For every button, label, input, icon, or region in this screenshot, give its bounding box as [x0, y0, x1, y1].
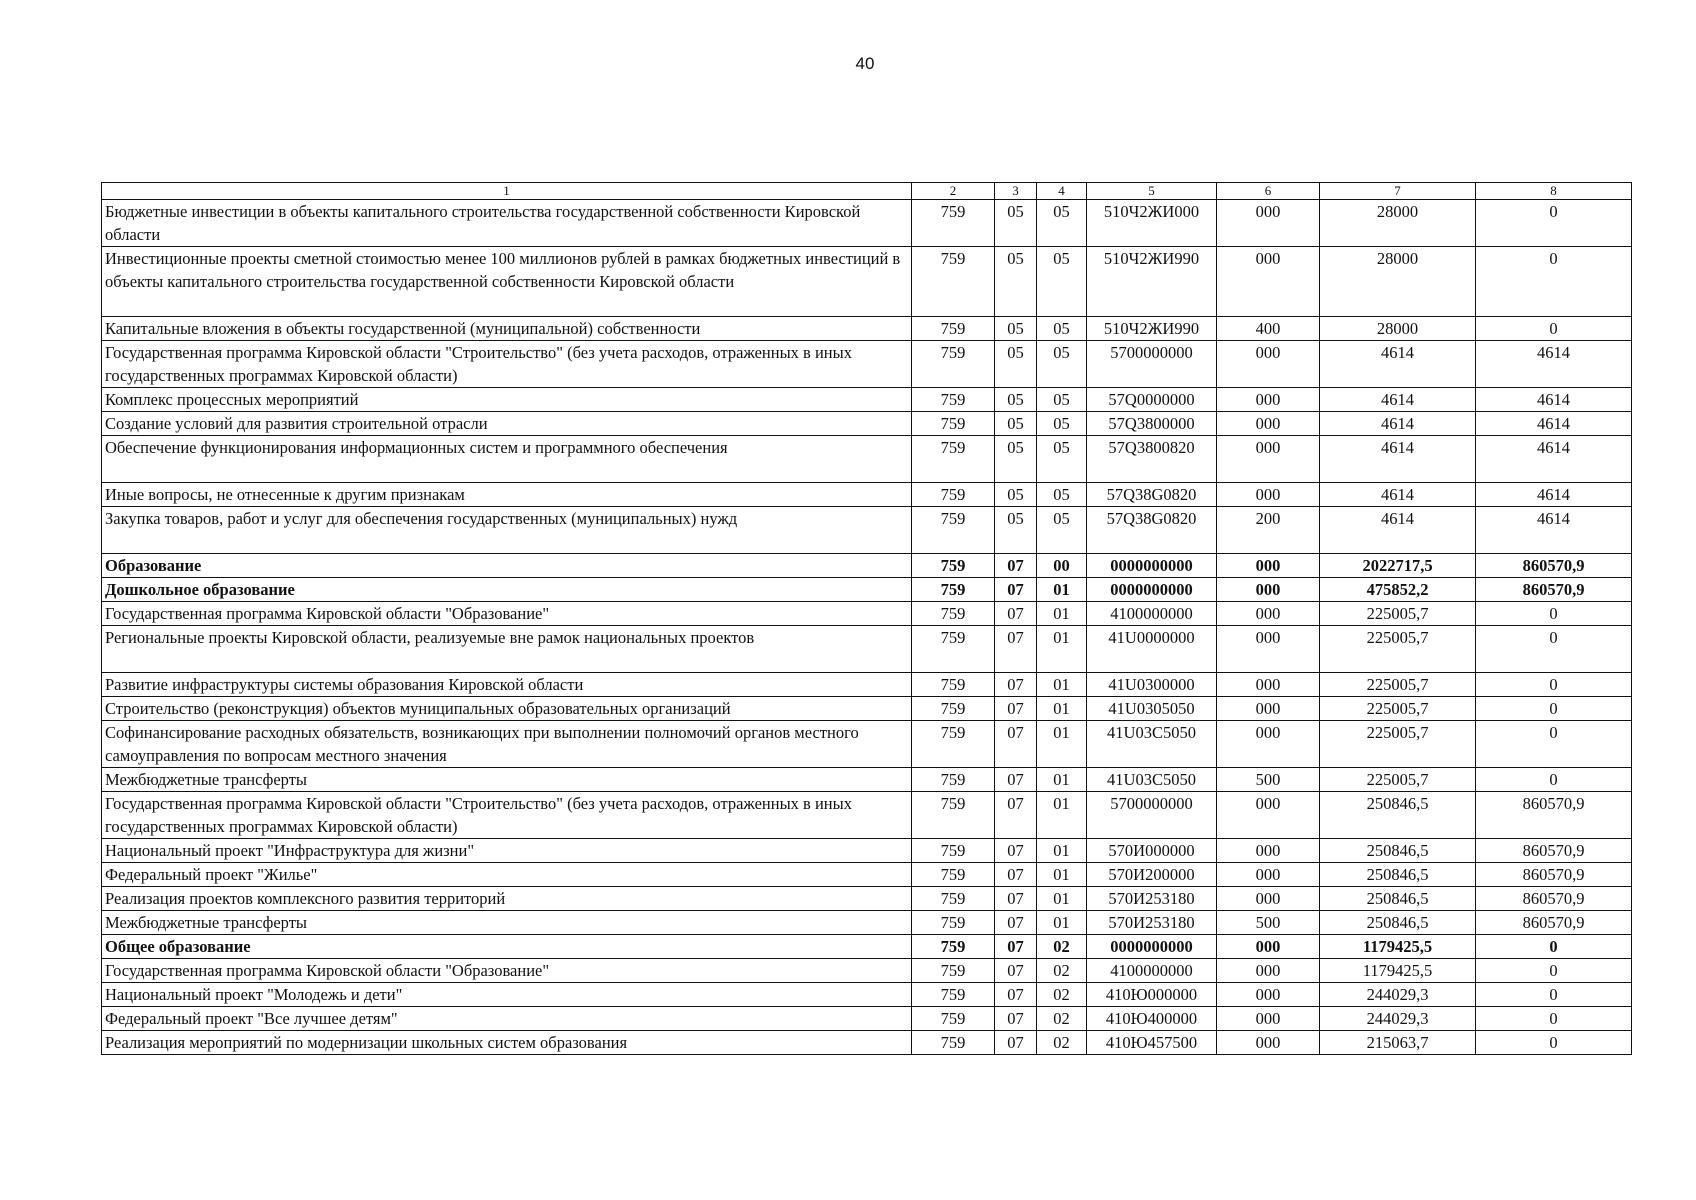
- table-row: [102, 935, 1632, 959]
- row-name-cell: Образование: [102, 554, 912, 578]
- amount-year2-cell: 860570,9: [1476, 911, 1632, 935]
- target-article-cell: 5700000000: [1087, 341, 1217, 388]
- subsection-cell: 01: [1037, 721, 1087, 768]
- target-article-cell: 570И253180: [1087, 911, 1217, 935]
- table-header-row: [102, 183, 1632, 200]
- amount-year1-cell: 4614: [1320, 412, 1476, 436]
- code-admin-cell: 759: [912, 768, 995, 792]
- table-row: [102, 863, 1632, 887]
- amount-year2-cell: 860570,9: [1476, 839, 1632, 863]
- subsection-cell: 01: [1037, 602, 1087, 626]
- row-name-cell: Национальный проект "Инфраструктура для жизни": [102, 839, 912, 863]
- subsection-cell: 01: [1037, 697, 1087, 721]
- target-article-cell: 57Q38G0820: [1087, 507, 1217, 554]
- row-name-cell: Дошкольное образование: [102, 578, 912, 602]
- amount-year1-cell: 250846,5: [1320, 863, 1476, 887]
- section-cell: 07: [995, 1007, 1037, 1031]
- table-row: [102, 388, 1632, 412]
- amount-year2-cell: 0: [1476, 602, 1632, 626]
- section-cell: 07: [995, 911, 1037, 935]
- row-name-cell: Развитие инфраструктуры системы образования Кировской области: [102, 673, 912, 697]
- table-row: [102, 673, 1632, 697]
- subsection-cell: 01: [1037, 887, 1087, 911]
- amount-year2-cell: 860570,9: [1476, 792, 1632, 839]
- amount-year2-cell: 0: [1476, 983, 1632, 1007]
- amount-year1-cell: 225005,7: [1320, 602, 1476, 626]
- section-cell: 07: [995, 935, 1037, 959]
- amount-year1-cell: 4614: [1320, 483, 1476, 507]
- subsection-cell: 01: [1037, 578, 1087, 602]
- header-cell: 5: [1087, 183, 1217, 200]
- subsection-cell: 01: [1037, 911, 1087, 935]
- amount-year2-cell: 0: [1476, 721, 1632, 768]
- expense-type-cell: 000: [1217, 983, 1320, 1007]
- amount-year2-cell: 0: [1476, 697, 1632, 721]
- amount-year1-cell: 250846,5: [1320, 887, 1476, 911]
- table-row: [102, 554, 1632, 578]
- amount-year1-cell: 2022717,5: [1320, 554, 1476, 578]
- row-name-cell: Государственная программа Кировской области "Строительство" (без учета расходов, отраженных в иных государственных программах Кировской области): [102, 792, 912, 839]
- section-cell: 07: [995, 673, 1037, 697]
- code-admin-cell: 759: [912, 839, 995, 863]
- amount-year1-cell: 4614: [1320, 341, 1476, 388]
- amount-year1-cell: 4614: [1320, 436, 1476, 483]
- target-article-cell: 510Ч2ЖИ990: [1087, 247, 1217, 317]
- table-row: [102, 626, 1632, 673]
- subsection-cell: 01: [1037, 626, 1087, 673]
- amount-year1-cell: 4614: [1320, 388, 1476, 412]
- expense-type-cell: 000: [1217, 721, 1320, 768]
- amount-year2-cell: 860570,9: [1476, 863, 1632, 887]
- header-cell: 1: [102, 183, 912, 200]
- page-number: 40: [855, 54, 875, 73]
- expense-type-cell: 000: [1217, 200, 1320, 247]
- header-cell: 7: [1320, 183, 1476, 200]
- row-name-cell: Федеральный проект "Все лучшее детям": [102, 1007, 912, 1031]
- target-article-cell: 41U0300000: [1087, 673, 1217, 697]
- section-cell: 07: [995, 1031, 1037, 1055]
- amount-year1-cell: 250846,5: [1320, 911, 1476, 935]
- subsection-cell: 05: [1037, 436, 1087, 483]
- subsection-cell: 05: [1037, 247, 1087, 317]
- section-cell: 05: [995, 507, 1037, 554]
- amount-year1-cell: 250846,5: [1320, 792, 1476, 839]
- expense-type-cell: 000: [1217, 935, 1320, 959]
- amount-year2-cell: 0: [1476, 247, 1632, 317]
- amount-year1-cell: 225005,7: [1320, 721, 1476, 768]
- table-row: [102, 507, 1632, 554]
- section-cell: 05: [995, 483, 1037, 507]
- table-row: [102, 839, 1632, 863]
- expense-type-cell: 000: [1217, 839, 1320, 863]
- amount-year1-cell: 244029,3: [1320, 983, 1476, 1007]
- subsection-cell: 01: [1037, 768, 1087, 792]
- subsection-cell: 01: [1037, 792, 1087, 839]
- target-article-cell: 410Ю000000: [1087, 983, 1217, 1007]
- target-article-cell: 57Q3800000: [1087, 412, 1217, 436]
- amount-year1-cell: 225005,7: [1320, 697, 1476, 721]
- target-article-cell: 510Ч2ЖИ000: [1087, 200, 1217, 247]
- table-row: [102, 911, 1632, 935]
- row-name-cell: Софинансирование расходных обязательств, возникающих при выполнении полномочий органов местного самоуправления по вопросам местного значения: [102, 721, 912, 768]
- amount-year1-cell: 28000: [1320, 247, 1476, 317]
- table-row: [102, 768, 1632, 792]
- expense-type-cell: 500: [1217, 911, 1320, 935]
- section-cell: 07: [995, 697, 1037, 721]
- target-article-cell: 41U03C5050: [1087, 768, 1217, 792]
- row-name-cell: Национальный проект "Молодежь и дети": [102, 983, 912, 1007]
- section-cell: 07: [995, 792, 1037, 839]
- subsection-cell: 05: [1037, 200, 1087, 247]
- row-name-cell: Государственная программа Кировской области "Образование": [102, 602, 912, 626]
- row-name-cell: Закупка товаров, работ и услуг для обеспечения государственных (муниципальных) нужд: [102, 507, 912, 554]
- amount-year2-cell: 0: [1476, 317, 1632, 341]
- table-row: [102, 317, 1632, 341]
- subsection-cell: 02: [1037, 1007, 1087, 1031]
- target-article-cell: 0000000000: [1087, 554, 1217, 578]
- expense-type-cell: 000: [1217, 1031, 1320, 1055]
- code-admin-cell: 759: [912, 721, 995, 768]
- amount-year1-cell: 1179425,5: [1320, 935, 1476, 959]
- expense-type-cell: 000: [1217, 673, 1320, 697]
- section-cell: 07: [995, 626, 1037, 673]
- row-name-cell: Обеспечение функционирования информационных систем и программного обеспечения: [102, 436, 912, 483]
- table-row: [102, 697, 1632, 721]
- code-admin-cell: 759: [912, 626, 995, 673]
- expense-type-cell: 000: [1217, 887, 1320, 911]
- section-cell: 05: [995, 436, 1037, 483]
- table-body: [102, 183, 1632, 1055]
- target-article-cell: 57Q38G0820: [1087, 483, 1217, 507]
- section-cell: 07: [995, 983, 1037, 1007]
- header-cell: 2: [912, 183, 995, 200]
- code-admin-cell: 759: [912, 983, 995, 1007]
- target-article-cell: 570И000000: [1087, 839, 1217, 863]
- header-cell: 3: [995, 183, 1037, 200]
- expense-type-cell: 000: [1217, 247, 1320, 317]
- code-admin-cell: 759: [912, 341, 995, 388]
- target-article-cell: 57Q3800820: [1087, 436, 1217, 483]
- amount-year1-cell: 244029,3: [1320, 1007, 1476, 1031]
- amount-year2-cell: 0: [1476, 673, 1632, 697]
- amount-year1-cell: 225005,7: [1320, 768, 1476, 792]
- expense-type-cell: 000: [1217, 959, 1320, 983]
- code-admin-cell: 759: [912, 959, 995, 983]
- amount-year2-cell: 860570,9: [1476, 887, 1632, 911]
- amount-year2-cell: 4614: [1476, 388, 1632, 412]
- subsection-cell: 05: [1037, 483, 1087, 507]
- amount-year1-cell: 475852,2: [1320, 578, 1476, 602]
- table-row: [102, 959, 1632, 983]
- table-row: [102, 578, 1632, 602]
- expense-type-cell: 000: [1217, 697, 1320, 721]
- section-cell: 07: [995, 578, 1037, 602]
- target-article-cell: 4100000000: [1087, 602, 1217, 626]
- subsection-cell: 02: [1037, 959, 1087, 983]
- amount-year1-cell: 1179425,5: [1320, 959, 1476, 983]
- table-row: [102, 983, 1632, 1007]
- code-admin-cell: 759: [912, 388, 995, 412]
- section-cell: 07: [995, 602, 1037, 626]
- amount-year2-cell: 0: [1476, 200, 1632, 247]
- code-admin-cell: 759: [912, 863, 995, 887]
- expense-type-cell: 200: [1217, 507, 1320, 554]
- table-row: [102, 200, 1632, 247]
- budget-table: [101, 182, 1632, 1055]
- expense-type-cell: 400: [1217, 317, 1320, 341]
- amount-year1-cell: 28000: [1320, 200, 1476, 247]
- subsection-cell: 05: [1037, 317, 1087, 341]
- section-cell: 05: [995, 341, 1037, 388]
- table-row: [102, 1031, 1632, 1055]
- row-name-cell: Строительство (реконструкция) объектов муниципальных образовательных организаций: [102, 697, 912, 721]
- amount-year2-cell: 4614: [1476, 341, 1632, 388]
- amount-year1-cell: 215063,7: [1320, 1031, 1476, 1055]
- target-article-cell: 41U0305050: [1087, 697, 1217, 721]
- section-cell: 07: [995, 887, 1037, 911]
- code-admin-cell: 759: [912, 507, 995, 554]
- subsection-cell: 02: [1037, 1031, 1087, 1055]
- section-cell: 07: [995, 768, 1037, 792]
- table-row: [102, 887, 1632, 911]
- code-admin-cell: 759: [912, 792, 995, 839]
- subsection-cell: 02: [1037, 935, 1087, 959]
- table-row: [102, 436, 1632, 483]
- subsection-cell: 01: [1037, 673, 1087, 697]
- expense-type-cell: 000: [1217, 412, 1320, 436]
- header-cell: 4: [1037, 183, 1087, 200]
- target-article-cell: 5700000000: [1087, 792, 1217, 839]
- row-name-cell: Инвестиционные проекты сметной стоимостью менее 100 миллионов рублей в рамках бюджетных инвестиций в объекты капитального строительства государственной собственности Кировской области: [102, 247, 912, 317]
- table-row: [102, 721, 1632, 768]
- subsection-cell: 05: [1037, 388, 1087, 412]
- section-cell: 07: [995, 959, 1037, 983]
- expense-type-cell: 000: [1217, 554, 1320, 578]
- section-cell: 05: [995, 247, 1037, 317]
- section-cell: 07: [995, 721, 1037, 768]
- table-row: [102, 792, 1632, 839]
- table-row: [102, 483, 1632, 507]
- header-cell: 8: [1476, 183, 1632, 200]
- subsection-cell: 02: [1037, 983, 1087, 1007]
- row-name-cell: Комплекс процессных мероприятий: [102, 388, 912, 412]
- row-name-cell: Бюджетные инвестиции в объекты капитального строительства государственной собственности Кировской области: [102, 200, 912, 247]
- code-admin-cell: 759: [912, 1007, 995, 1031]
- amount-year2-cell: 0: [1476, 1007, 1632, 1031]
- expense-type-cell: 000: [1217, 1007, 1320, 1031]
- amount-year2-cell: 4614: [1476, 507, 1632, 554]
- code-admin-cell: 759: [912, 1031, 995, 1055]
- section-cell: 07: [995, 839, 1037, 863]
- row-name-cell: Иные вопросы, не отнесенные к другим признакам: [102, 483, 912, 507]
- target-article-cell: 41U0000000: [1087, 626, 1217, 673]
- amount-year1-cell: 225005,7: [1320, 673, 1476, 697]
- section-cell: 05: [995, 388, 1037, 412]
- table-row: [102, 341, 1632, 388]
- subsection-cell: 05: [1037, 412, 1087, 436]
- code-admin-cell: 759: [912, 673, 995, 697]
- section-cell: 05: [995, 200, 1037, 247]
- amount-year2-cell: 0: [1476, 768, 1632, 792]
- table-row: [102, 247, 1632, 317]
- subsection-cell: 01: [1037, 863, 1087, 887]
- target-article-cell: 570И253180: [1087, 887, 1217, 911]
- expense-type-cell: 000: [1217, 792, 1320, 839]
- section-cell: 05: [995, 412, 1037, 436]
- subsection-cell: 00: [1037, 554, 1087, 578]
- row-name-cell: Государственная программа Кировской области "Строительство" (без учета расходов, отраженных в иных государственных программах Кировской области): [102, 341, 912, 388]
- code-admin-cell: 759: [912, 436, 995, 483]
- subsection-cell: 01: [1037, 839, 1087, 863]
- code-admin-cell: 759: [912, 247, 995, 317]
- target-article-cell: 510Ч2ЖИ990: [1087, 317, 1217, 341]
- row-name-cell: Общее образование: [102, 935, 912, 959]
- amount-year2-cell: 0: [1476, 935, 1632, 959]
- code-admin-cell: 759: [912, 483, 995, 507]
- section-cell: 05: [995, 317, 1037, 341]
- subsection-cell: 05: [1037, 507, 1087, 554]
- table-row: [102, 602, 1632, 626]
- row-name-cell: Федеральный проект "Жилье": [102, 863, 912, 887]
- row-name-cell: Создание условий для развития строительной отрасли: [102, 412, 912, 436]
- table-row: [102, 412, 1632, 436]
- target-article-cell: 570И200000: [1087, 863, 1217, 887]
- expense-type-cell: 500: [1217, 768, 1320, 792]
- row-name-cell: Государственная программа Кировской области "Образование": [102, 959, 912, 983]
- target-article-cell: 410Ю400000: [1087, 1007, 1217, 1031]
- code-admin-cell: 759: [912, 697, 995, 721]
- target-article-cell: 0000000000: [1087, 578, 1217, 602]
- code-admin-cell: 759: [912, 911, 995, 935]
- row-name-cell: Реализация проектов комплексного развития территорий: [102, 887, 912, 911]
- amount-year1-cell: 4614: [1320, 507, 1476, 554]
- section-cell: 07: [995, 863, 1037, 887]
- amount-year2-cell: 0: [1476, 626, 1632, 673]
- code-admin-cell: 759: [912, 578, 995, 602]
- amount-year1-cell: 28000: [1320, 317, 1476, 341]
- expense-type-cell: 000: [1217, 602, 1320, 626]
- code-admin-cell: 759: [912, 935, 995, 959]
- table-row: [102, 1007, 1632, 1031]
- row-name-cell: Капитальные вложения в объекты государственной (муниципальной) собственности: [102, 317, 912, 341]
- expense-type-cell: 000: [1217, 388, 1320, 412]
- target-article-cell: 4100000000: [1087, 959, 1217, 983]
- amount-year2-cell: 4614: [1476, 412, 1632, 436]
- code-admin-cell: 759: [912, 602, 995, 626]
- amount-year2-cell: 0: [1476, 1031, 1632, 1055]
- target-article-cell: 410Ю457500: [1087, 1031, 1217, 1055]
- code-admin-cell: 759: [912, 554, 995, 578]
- amount-year2-cell: 4614: [1476, 436, 1632, 483]
- amount-year2-cell: 4614: [1476, 483, 1632, 507]
- row-name-cell: Реализация мероприятий по модернизации школьных систем образования: [102, 1031, 912, 1055]
- section-cell: 07: [995, 554, 1037, 578]
- code-admin-cell: 759: [912, 887, 995, 911]
- expense-type-cell: 000: [1217, 483, 1320, 507]
- expense-type-cell: 000: [1217, 578, 1320, 602]
- row-name-cell: Межбюджетные трансферты: [102, 768, 912, 792]
- expense-type-cell: 000: [1217, 436, 1320, 483]
- expense-type-cell: 000: [1217, 626, 1320, 673]
- amount-year1-cell: 225005,7: [1320, 626, 1476, 673]
- header-cell: 6: [1217, 183, 1320, 200]
- code-admin-cell: 759: [912, 412, 995, 436]
- target-article-cell: 41U03C5050: [1087, 721, 1217, 768]
- expense-type-cell: 000: [1217, 341, 1320, 388]
- target-article-cell: 0000000000: [1087, 935, 1217, 959]
- amount-year2-cell: 0: [1476, 959, 1632, 983]
- code-admin-cell: 759: [912, 317, 995, 341]
- target-article-cell: 57Q0000000: [1087, 388, 1217, 412]
- amount-year1-cell: 250846,5: [1320, 839, 1476, 863]
- row-name-cell: Региональные проекты Кировской области, реализуемые вне рамок национальных проектов: [102, 626, 912, 673]
- row-name-cell: Межбюджетные трансферты: [102, 911, 912, 935]
- amount-year2-cell: 860570,9: [1476, 578, 1632, 602]
- expense-type-cell: 000: [1217, 863, 1320, 887]
- subsection-cell: 05: [1037, 341, 1087, 388]
- code-admin-cell: 759: [912, 200, 995, 247]
- amount-year2-cell: 860570,9: [1476, 554, 1632, 578]
